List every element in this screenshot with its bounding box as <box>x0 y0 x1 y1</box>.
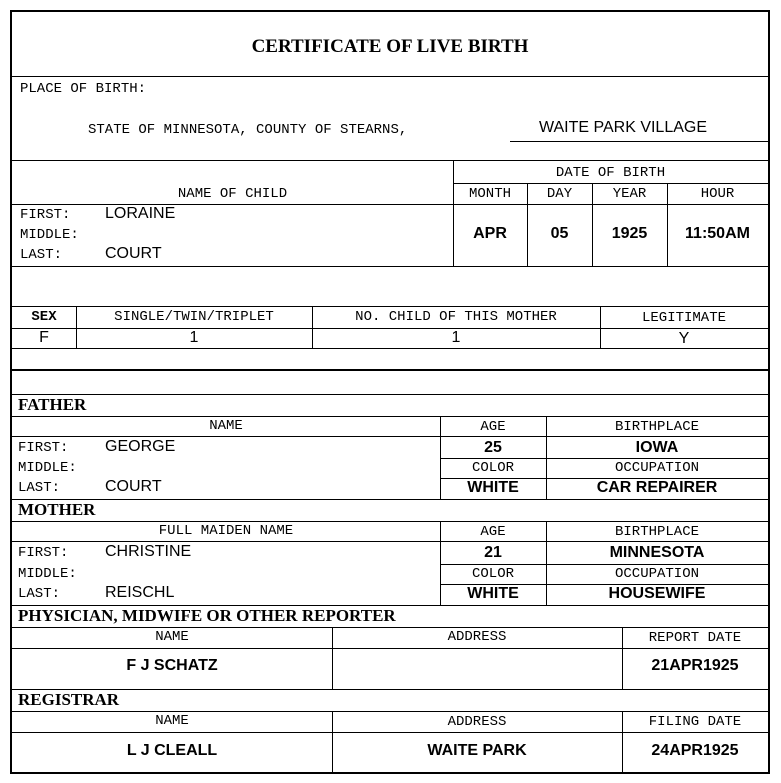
name-of-child-header: NAME OF CHILD <box>177 186 288 202</box>
divider <box>440 458 768 459</box>
child-first-label: FIRST: <box>20 207 71 223</box>
mother-color: WHITE <box>467 585 519 602</box>
mother-occupation-label: OCCUPATION <box>614 566 699 582</box>
divider <box>12 76 768 77</box>
mother-section-title: MOTHER <box>18 500 96 519</box>
birth-year: 1925 <box>611 225 648 242</box>
sex-label: SEX <box>31 309 57 325</box>
mother-first-label: FIRST: <box>18 545 69 561</box>
father-age-label: AGE <box>480 419 506 435</box>
physician-address-label: ADDRESS <box>447 629 507 645</box>
divider <box>12 711 768 712</box>
registrar-address: WAITE PARK <box>427 742 527 759</box>
divider <box>76 306 77 348</box>
divider <box>12 648 768 649</box>
mother-middle-label: MIDDLE: <box>18 566 77 582</box>
divider <box>440 564 768 565</box>
birth-hour: 11:50AM <box>685 225 750 242</box>
father-last-name: COURT <box>105 478 162 495</box>
child-number-value: 1 <box>451 329 461 346</box>
divider <box>12 436 768 437</box>
divider <box>332 627 333 689</box>
report-date: 21APR1925 <box>651 657 739 674</box>
divider <box>12 732 768 733</box>
divider <box>12 266 768 267</box>
mother-first-name: CHRISTINE <box>105 543 192 560</box>
registrar-name-label: NAME <box>155 713 189 729</box>
father-age: 25 <box>484 439 502 456</box>
father-last-label: LAST: <box>18 480 61 496</box>
plurality-label: SINGLE/TWIN/TRIPLET <box>114 309 274 325</box>
physician-section-title: PHYSICIAN, MIDWIFE OR OTHER REPORTER <box>18 606 396 625</box>
year-label: YEAR <box>612 186 647 202</box>
date-of-birth-header: DATE OF BIRTH <box>555 165 666 181</box>
birth-month: APR <box>473 225 507 242</box>
month-label: MONTH <box>468 186 511 202</box>
child-middle-label: MIDDLE: <box>20 227 79 243</box>
legitimate-label: LEGITIMATE <box>641 310 726 326</box>
mother-color-label: COLOR <box>471 566 514 582</box>
father-birthplace: IOWA <box>635 439 679 456</box>
physician-name: F J SCHATZ <box>126 657 218 674</box>
divider <box>12 521 768 522</box>
physician-name-label: NAME <box>155 629 189 645</box>
birth-certificate <box>10 10 770 774</box>
father-occupation-label: OCCUPATION <box>614 460 699 476</box>
divider <box>12 306 768 307</box>
father-birthplace-label: BIRTHPLACE <box>614 419 699 435</box>
registrar-name: L J CLEALL <box>126 742 218 759</box>
divider <box>453 160 454 266</box>
legitimate-value: Y <box>678 330 690 347</box>
sex-value: F <box>39 329 49 346</box>
divider <box>12 348 768 349</box>
divider <box>312 306 313 348</box>
divider <box>12 416 768 417</box>
mother-age-label: AGE <box>480 524 506 540</box>
registrar-address-label: ADDRESS <box>447 714 507 730</box>
divider <box>622 711 623 772</box>
mother-last-label: LAST: <box>18 586 61 602</box>
child-number-label: NO. CHILD OF THIS MOTHER <box>355 309 557 325</box>
birth-day: 05 <box>550 225 569 242</box>
divider <box>12 160 768 161</box>
divider <box>12 541 768 542</box>
father-section-title: FATHER <box>18 395 87 414</box>
divider <box>12 689 768 690</box>
plurality-value: 1 <box>189 329 199 346</box>
filing-date-label: FILING DATE <box>648 714 742 730</box>
father-first-name: GEORGE <box>105 438 176 455</box>
divider <box>12 394 768 395</box>
place-of-birth-label: PLACE OF BIRTH: <box>20 81 147 97</box>
father-occupation: CAR REPAIRER <box>596 479 718 496</box>
registrar-section-title: REGISTRAR <box>18 690 120 709</box>
report-date-label: REPORT DATE <box>648 630 742 646</box>
hour-label: HOUR <box>700 186 735 202</box>
divider <box>440 416 441 499</box>
divider <box>546 416 547 499</box>
child-first-name: LORAINE <box>105 205 176 222</box>
divider <box>453 183 768 184</box>
mother-age: 21 <box>484 544 502 561</box>
father-first-label: FIRST: <box>18 440 69 456</box>
divider <box>546 521 547 605</box>
certificate-title: CERTIFICATE OF LIVE BIRTH <box>251 36 529 57</box>
mother-last-name: REISCHL <box>105 584 175 601</box>
father-color: WHITE <box>467 479 519 496</box>
divider <box>12 369 768 371</box>
mother-name-header: FULL MAIDEN NAME <box>158 523 294 539</box>
father-middle-label: MIDDLE: <box>18 460 77 476</box>
mother-birthplace: MINNESOTA <box>609 544 705 561</box>
divider <box>332 711 333 772</box>
father-name-header: NAME <box>209 418 243 434</box>
divider <box>12 627 768 628</box>
village-underline <box>510 141 770 142</box>
divider <box>622 627 623 689</box>
father-color-label: COLOR <box>471 460 514 476</box>
mother-birthplace-label: BIRTHPLACE <box>614 524 699 540</box>
day-label: DAY <box>546 186 573 202</box>
child-last-name: COURT <box>105 245 162 262</box>
divider <box>12 499 768 500</box>
filing-date: 24APR1925 <box>651 742 739 759</box>
birth-village: WAITE PARK VILLAGE <box>538 119 708 136</box>
mother-occupation: HOUSEWIFE <box>608 585 706 602</box>
state-county-text: STATE OF MINNESOTA, COUNTY OF STEARNS, <box>88 122 408 138</box>
divider <box>600 306 601 348</box>
child-last-label: LAST: <box>20 247 63 263</box>
divider <box>440 521 441 605</box>
